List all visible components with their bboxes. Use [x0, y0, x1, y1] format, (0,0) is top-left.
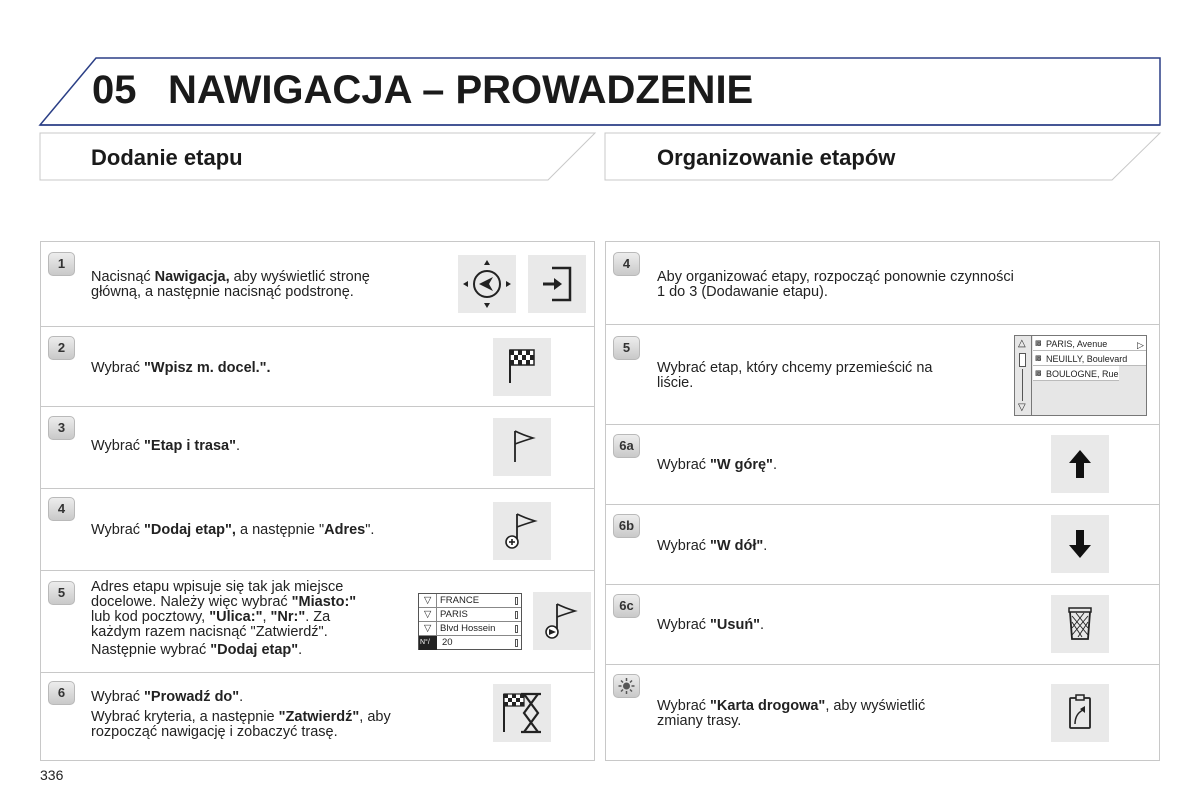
checkered-flag-icon: ▩ [1035, 370, 1042, 377]
stage-list-screen [1014, 335, 1147, 416]
step-badge: 5 [613, 336, 640, 360]
step-text: Nacisnąć Nawigacja, aby wyświetlić stronę główną, a następnie nacisnąć podstronę. [91, 269, 370, 300]
stage-list-item: PARIS, Avenue [1046, 339, 1108, 349]
navigation-button[interactable] [458, 255, 516, 313]
move-up-button[interactable] [1051, 435, 1109, 493]
settings-badge [613, 674, 640, 698]
step-badge: 2 [48, 336, 75, 360]
add-stage-button[interactable] [493, 502, 551, 560]
step-text: Wybrać "Karta drogowa", aby wyświetlić zmiany trasy. [657, 698, 926, 729]
list-expand-icon: ▷ [1137, 340, 1144, 350]
address-entry-screen [418, 593, 522, 650]
chapter-number: 05 [92, 68, 137, 112]
step-text: Wybrać "Wpisz m. docel.". [91, 360, 271, 376]
enter-destination-button[interactable] [493, 338, 551, 396]
chapter-title: NAWIGACJA – PROWADZENIE [168, 68, 754, 112]
dropdown-arrow-icon: ▽ [424, 623, 432, 634]
street-field: Blvd Hossein [440, 623, 496, 634]
step-text: Wybrać etap, który chcemy przemieścić na liście. [657, 360, 933, 391]
subpage-button[interactable] [528, 255, 586, 313]
scroll-up-icon: △ [1018, 338, 1026, 349]
enter-subpage-icon [528, 255, 586, 313]
step-text: Wybrać "Dodaj etap", a następnie "Adres". [91, 522, 375, 538]
scroll-down-icon: ▽ [1018, 402, 1026, 413]
page-number: 336 [40, 767, 64, 783]
step-badge: 5 [48, 581, 75, 605]
add-stage-go-flag-icon [533, 592, 591, 650]
step-text: Wybrać "Usuń". [657, 617, 765, 633]
guide-to-button[interactable] [493, 684, 551, 742]
city-field: PARIS [440, 609, 468, 620]
checkered-flag-icon [493, 338, 551, 396]
delete-button[interactable] [1051, 595, 1109, 653]
dropdown-arrow-icon: ▽ [424, 609, 432, 620]
step-text: Wybrać "Prowadź do". Wybrać kryteria, a następnie "Zatwierdź", aby rozpocząć nawigację i zobaczyć trasę. [91, 689, 391, 740]
step-badge: 4 [613, 252, 640, 276]
stage-and-route-button[interactable] [493, 418, 551, 476]
number-field: 20 [442, 637, 453, 648]
step-text: Wybrać "W dół". [657, 538, 768, 554]
step-text: Aby organizować etapy, rozpocząć ponownie czynności 1 do 3 (Dodawanie etapu). [657, 269, 1014, 300]
step-text: Wybrać "W górę". [657, 457, 777, 473]
number-label: N°/ [420, 639, 430, 646]
step-badge: 1 [48, 252, 75, 276]
guide-to-hourglass-icon [493, 684, 551, 742]
stage-list-item: BOULOGNE, Rue [1046, 369, 1119, 379]
step-text: Wybrać "Etap i trasa". [91, 438, 240, 454]
section-title-add-stage: Dodanie etapu [91, 145, 243, 170]
checkered-flag-icon: ▩ [1035, 355, 1042, 362]
route-sheet-icon [1051, 684, 1109, 742]
sun-gear-icon [614, 675, 639, 697]
trash-icon [1051, 595, 1109, 653]
step-badge: 3 [48, 416, 75, 440]
navigation-compass-icon [458, 255, 516, 313]
route-sheet-button[interactable] [1051, 684, 1109, 742]
step-badge: 6b [613, 514, 640, 538]
arrow-down-icon [1051, 515, 1109, 573]
step-badge: 4 [48, 497, 75, 521]
step-badge: 6c [613, 594, 640, 618]
stage-list-item: NEUILLY, Boulevard [1046, 354, 1128, 364]
arrow-up-icon [1051, 435, 1109, 493]
add-stage-button[interactable] [533, 592, 591, 650]
flag-icon [493, 418, 551, 476]
city-country-field: FRANCE [440, 595, 480, 606]
dropdown-arrow-icon: ▽ [424, 595, 432, 606]
left-panel [40, 241, 595, 761]
step-badge: 6a [613, 434, 640, 458]
step-badge: 6 [48, 681, 75, 705]
step-text: Adres etapu wpisuje się tak jak miejsce docelowe. Należy więc wybrać "Miasto:" lub kod pocztowy, "Ulica:", "Nr:". Za każdym razem nacisnąć "Zatwierdź". Następnie wybrać "Dodaj etap". [91, 579, 357, 658]
checkered-flag-icon: ▩ [1035, 340, 1042, 347]
section-title-organize-stages: Organizowanie etapów [657, 145, 896, 170]
move-down-button[interactable] [1051, 515, 1109, 573]
right-panel [605, 241, 1160, 761]
add-stage-flag-icon [493, 502, 551, 560]
